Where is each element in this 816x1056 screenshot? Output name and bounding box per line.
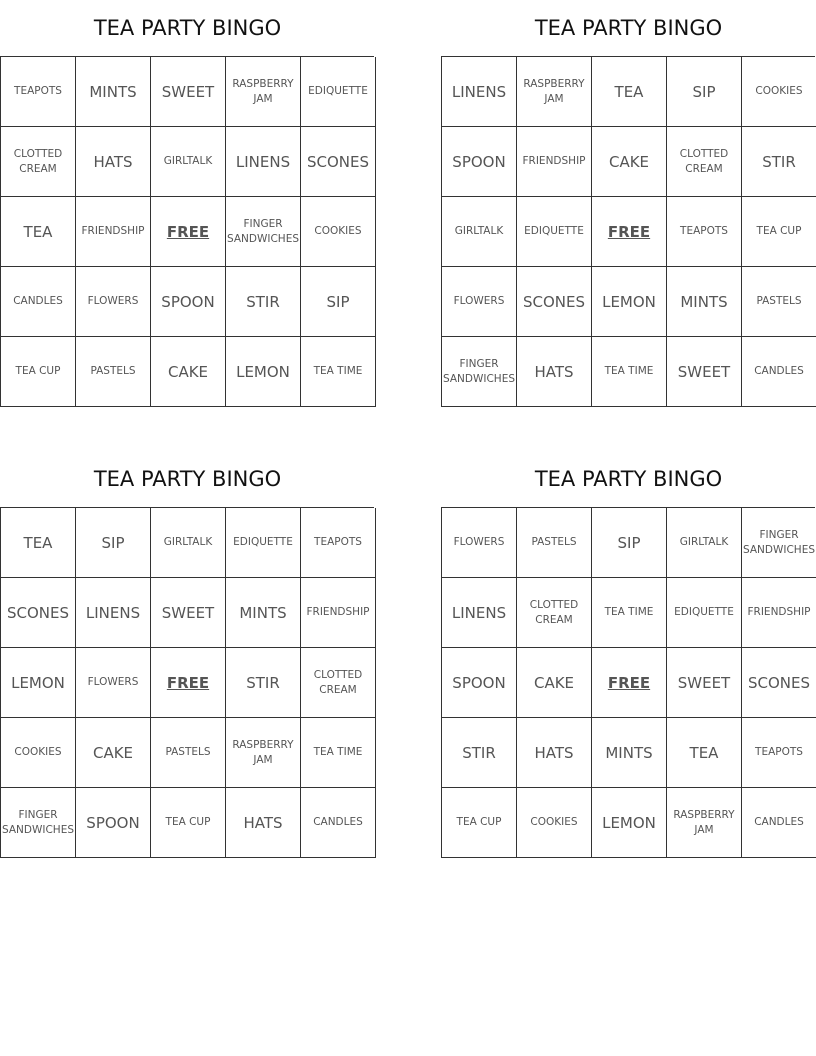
free-space: FREE: [592, 648, 667, 718]
bingo-cell: FRIENDSHIP: [76, 197, 151, 267]
bingo-cell: SCONES: [301, 127, 376, 197]
bingo-cell: CAKE: [592, 127, 667, 197]
bingo-cell: FLOWERS: [442, 508, 517, 578]
bingo-cell: FRIENDSHIP: [742, 578, 816, 648]
bingo-cell: SWEET: [151, 57, 226, 127]
bingo-cell: PASTELS: [76, 337, 151, 407]
bingo-cell: RASPBERRY JAM: [226, 718, 301, 788]
bingo-cell: HATS: [226, 788, 301, 858]
bingo-cell: STIR: [226, 648, 301, 718]
bingo-card-2: [441, 0, 816, 407]
bingo-cell: STIR: [226, 267, 301, 337]
bingo-cell: TEA TIME: [301, 337, 376, 407]
free-space: FREE: [592, 197, 667, 267]
bingo-cell: CAKE: [151, 337, 226, 407]
bingo-cell: FLOWERS: [76, 267, 151, 337]
bingo-cell: LEMON: [226, 337, 301, 407]
bingo-cell: TEA CUP: [151, 788, 226, 858]
bingo-cell: SCONES: [1, 578, 76, 648]
bingo-cell: SPOON: [151, 267, 226, 337]
bingo-cell: CLOTTED CREAM: [1, 127, 76, 197]
bingo-cell: FLOWERS: [76, 648, 151, 718]
bingo-cell: SIP: [76, 508, 151, 578]
bingo-cell: LEMON: [1, 648, 76, 718]
bingo-cell: SIP: [301, 267, 376, 337]
bingo-cell: PASTELS: [151, 718, 226, 788]
bingo-cell: HATS: [517, 718, 592, 788]
bingo-cell: FRIENDSHIP: [517, 127, 592, 197]
bingo-cell: TEAPOTS: [667, 197, 742, 267]
bingo-cell: RASPBERRY JAM: [226, 57, 301, 127]
bingo-cell: SPOON: [442, 648, 517, 718]
card-title: TEA PARTY BINGO: [534, 16, 723, 40]
bingo-cell: SCONES: [517, 267, 592, 337]
bingo-cell: STIR: [442, 718, 517, 788]
bingo-cell: CLOTTED CREAM: [667, 127, 742, 197]
free-space: FREE: [151, 648, 226, 718]
card-title: TEA PARTY BINGO: [534, 467, 723, 491]
bingo-cell: PASTELS: [517, 508, 592, 578]
bingo-cell: FINGER SANDWICHES: [742, 508, 816, 578]
bingo-cell: CLOTTED CREAM: [517, 578, 592, 648]
bingo-cell: TEA TIME: [301, 718, 376, 788]
bingo-cell: GIRLTALK: [151, 127, 226, 197]
bingo-cell: COOKIES: [301, 197, 376, 267]
bingo-cell: TEAPOTS: [301, 508, 376, 578]
bingo-cell: FINGER SANDWICHES: [442, 337, 517, 407]
bingo-cell: CANDLES: [742, 337, 816, 407]
bingo-cell: GIRLTALK: [151, 508, 226, 578]
bingo-cell: LINENS: [226, 127, 301, 197]
bingo-cell: COOKIES: [1, 718, 76, 788]
bingo-cell: LEMON: [592, 267, 667, 337]
bingo-cell: TEA: [667, 718, 742, 788]
bingo-cell: TEA CUP: [1, 337, 76, 407]
bingo-cell: STIR: [742, 127, 816, 197]
bingo-card-4: [441, 451, 816, 858]
bingo-cell: CANDLES: [301, 788, 376, 858]
bingo-cell: SIP: [667, 57, 742, 127]
bingo-cell: TEA TIME: [592, 337, 667, 407]
bingo-cell: MINTS: [667, 267, 742, 337]
bingo-cell: COOKIES: [742, 57, 816, 127]
card-title: TEA PARTY BINGO: [93, 16, 282, 40]
bingo-cell: TEA CUP: [442, 788, 517, 858]
bingo-cell: TEA: [592, 57, 667, 127]
bingo-cell: CANDLES: [1, 267, 76, 337]
bingo-cell: TEA TIME: [592, 578, 667, 648]
bingo-card-3: [0, 451, 375, 858]
bingo-grid: [0, 507, 374, 858]
free-space: FREE: [151, 197, 226, 267]
bingo-cell: SWEET: [667, 337, 742, 407]
bingo-cell: FINGER SANDWICHES: [226, 197, 301, 267]
bingo-cell: LINENS: [76, 578, 151, 648]
bingo-cell: GIRLTALK: [442, 197, 517, 267]
bingo-cell: CAKE: [517, 648, 592, 718]
bingo-cell: CAKE: [76, 718, 151, 788]
bingo-cell: TEAPOTS: [742, 718, 816, 788]
card-title: TEA PARTY BINGO: [93, 467, 282, 491]
bingo-cell: GIRLTALK: [667, 508, 742, 578]
bingo-cell: EDIQUETTE: [226, 508, 301, 578]
bingo-cell: EDIQUETTE: [301, 57, 376, 127]
bingo-cell: EDIQUETTE: [667, 578, 742, 648]
bingo-cell: CLOTTED CREAM: [301, 648, 376, 718]
bingo-cell: LINENS: [442, 578, 517, 648]
bingo-cell: PASTELS: [742, 267, 816, 337]
bingo-cell: MINTS: [226, 578, 301, 648]
bingo-cell: CANDLES: [742, 788, 816, 858]
bingo-grid: [0, 56, 374, 407]
bingo-cell: LEMON: [592, 788, 667, 858]
bingo-cell: TEA: [1, 197, 76, 267]
bingo-cell: HATS: [76, 127, 151, 197]
bingo-cell: FINGER SANDWICHES: [1, 788, 76, 858]
bingo-cell: MINTS: [592, 718, 667, 788]
bingo-cell: TEA CUP: [742, 197, 816, 267]
bingo-cell: RASPBERRY JAM: [667, 788, 742, 858]
bingo-cell: SWEET: [667, 648, 742, 718]
bingo-grid: [441, 56, 815, 407]
bingo-cell: RASPBERRY JAM: [517, 57, 592, 127]
bingo-cell: LINENS: [442, 57, 517, 127]
bingo-cell: COOKIES: [517, 788, 592, 858]
bingo-cell: FRIENDSHIP: [301, 578, 376, 648]
bingo-cell: SWEET: [151, 578, 226, 648]
bingo-cell: EDIQUETTE: [517, 197, 592, 267]
bingo-cell: FLOWERS: [442, 267, 517, 337]
bingo-grid: [441, 507, 815, 858]
bingo-cell: HATS: [517, 337, 592, 407]
bingo-cell: SIP: [592, 508, 667, 578]
bingo-cell: SPOON: [442, 127, 517, 197]
bingo-cell: SCONES: [742, 648, 816, 718]
bingo-cell: TEAPOTS: [1, 57, 76, 127]
bingo-cell: TEA: [1, 508, 76, 578]
bingo-cell: MINTS: [76, 57, 151, 127]
bingo-card-1: [0, 0, 375, 407]
bingo-cell: SPOON: [76, 788, 151, 858]
